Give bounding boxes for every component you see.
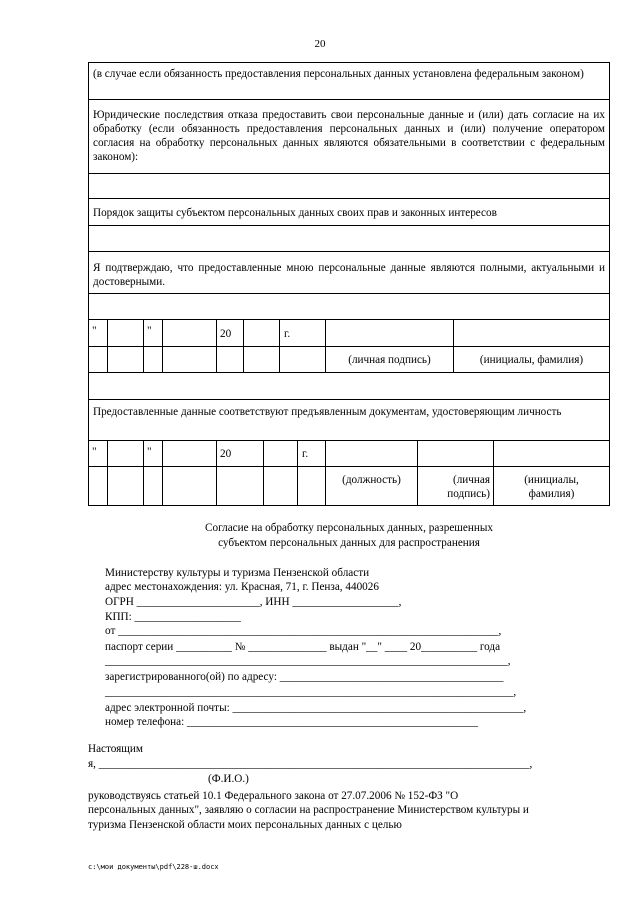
table-row-empty bbox=[88, 225, 610, 252]
row-text: Я подтверждаю, что предоставленные мною персональные данные являются полными, актуальными и достоверными. bbox=[93, 262, 605, 288]
phone-line: номер телефона: ____________________________________________________ bbox=[105, 716, 478, 728]
initials-caption: (инициалы, фамилия) bbox=[524, 474, 579, 500]
table-row bbox=[88, 251, 610, 294]
position-caption: (должность) bbox=[342, 474, 401, 486]
initials-caption-cell bbox=[453, 346, 610, 373]
empty-cell bbox=[162, 346, 217, 373]
date-quote-close: " bbox=[143, 440, 163, 467]
body-line-2: персональных данных", заявляю о согласии на распространение Министерством культуры и bbox=[88, 804, 529, 816]
signature-caption-cell bbox=[417, 466, 494, 506]
consent-title-line2: субъектом персональных данных для распространения bbox=[218, 537, 480, 549]
initials-caption-cell bbox=[493, 466, 610, 506]
row-text: Порядок защиты субъектом персональных данных своих прав и законных интересов bbox=[93, 207, 497, 219]
signature-caption-cell bbox=[325, 346, 454, 373]
date-quote-close: " bbox=[143, 319, 163, 347]
empty-cell bbox=[216, 346, 244, 373]
table-row bbox=[88, 62, 610, 100]
consent-title-line1: Согласие на обработку персональных данных, разрешенных bbox=[205, 522, 493, 534]
date-month-cell bbox=[162, 319, 217, 347]
empty-cell bbox=[263, 466, 298, 506]
date-day-cell bbox=[107, 319, 144, 347]
email-line: адрес электронной почты: ____________________________________________________, bbox=[105, 702, 527, 714]
signature-field bbox=[417, 440, 494, 467]
empty-cell bbox=[88, 346, 108, 373]
date-g-cell: г. bbox=[279, 319, 326, 347]
registered-line: зарегистрированного(ой) по адресу: ________________________________________ bbox=[105, 671, 504, 683]
hereby-text: Настоящим bbox=[88, 743, 143, 755]
initials-caption: (инициалы, фамилия) bbox=[479, 354, 584, 366]
position-field bbox=[325, 440, 418, 467]
date-year-prefix: 20 bbox=[216, 440, 264, 467]
initials-field bbox=[493, 440, 610, 467]
table-row-empty bbox=[88, 372, 610, 400]
signature-caption: (личная подпись) bbox=[447, 474, 490, 500]
date-quote-open: " bbox=[88, 319, 108, 347]
empty-cell bbox=[243, 346, 280, 373]
date-day-cell bbox=[107, 440, 144, 467]
position-caption-cell bbox=[325, 466, 418, 506]
date-g-cell: г. bbox=[297, 440, 326, 467]
date-year-cell bbox=[243, 319, 280, 347]
footer-file-path: c:\мои документы\pdf\228-ш.docx bbox=[88, 863, 219, 871]
empty-cell bbox=[107, 346, 144, 373]
page-number: 20 bbox=[314, 38, 326, 50]
row-text: (в случае если обязанность предоставления персональных данных установлена федеральным законом) bbox=[93, 68, 584, 80]
i-line: я, _____________________________________________________________________________, bbox=[88, 758, 533, 770]
from-line: от ____________________________________________________________________, bbox=[105, 625, 502, 637]
date-quote-open: " bbox=[88, 440, 108, 467]
date-year-cell bbox=[263, 440, 298, 467]
kpp-line: КПП: ___________________ bbox=[105, 611, 241, 623]
empty-cell bbox=[162, 466, 217, 506]
initials-field bbox=[453, 319, 610, 347]
addressee: Министерству культуры и туризма Пензенской области bbox=[105, 567, 370, 579]
empty-cell bbox=[279, 346, 326, 373]
table-row-empty bbox=[88, 173, 610, 199]
table-row bbox=[88, 198, 610, 226]
date-year-prefix: 20 bbox=[216, 319, 244, 347]
empty-cell bbox=[143, 466, 163, 506]
empty-cell bbox=[297, 466, 326, 506]
address: адрес местонахождения: ул. Красная, 71, г. Пенза, 440026 bbox=[105, 581, 379, 593]
passport-cont-line: ________________________________________________________________________, bbox=[105, 655, 511, 667]
empty-cell bbox=[107, 466, 144, 506]
body-line-3: туризма Пензенской области моих персональных данных с целью bbox=[88, 819, 402, 831]
row-text: Юридические последствия отказа предоставить свои персональные данные и (или) дать согласие на их обработку (если обязанность предоставления персональных данных и (или) получение оператором согласия на обработку персональных данных являются обязательными в соответствии с федеральным законом): bbox=[93, 109, 605, 163]
date-month-cell bbox=[162, 440, 217, 467]
table-row bbox=[88, 399, 610, 441]
signature-field bbox=[325, 319, 454, 347]
signature-caption: (личная подпись) bbox=[348, 354, 431, 366]
fio-caption: (Ф.И.О.) bbox=[208, 773, 249, 785]
empty-cell bbox=[88, 466, 108, 506]
empty-cell bbox=[143, 346, 163, 373]
ogrn-inn-line: ОГРН ______________________, ИНН ___________________, bbox=[105, 596, 402, 608]
passport-line: паспорт серии __________ № ______________ выдан "__" ____ 20__________ года bbox=[105, 641, 501, 653]
body-line-1: руководствуясь статьей 10.1 Федерального закона от 27.07.2006 № 152-ФЗ "О bbox=[88, 790, 459, 802]
table-row-empty bbox=[88, 293, 610, 320]
registered-cont-line: _________________________________________________________________________, bbox=[105, 686, 517, 698]
empty-cell bbox=[216, 466, 264, 506]
table-row bbox=[88, 99, 610, 174]
row-text: Предоставленные данные соответствуют предъявленным документам, удостоверяющим личность bbox=[93, 406, 562, 418]
